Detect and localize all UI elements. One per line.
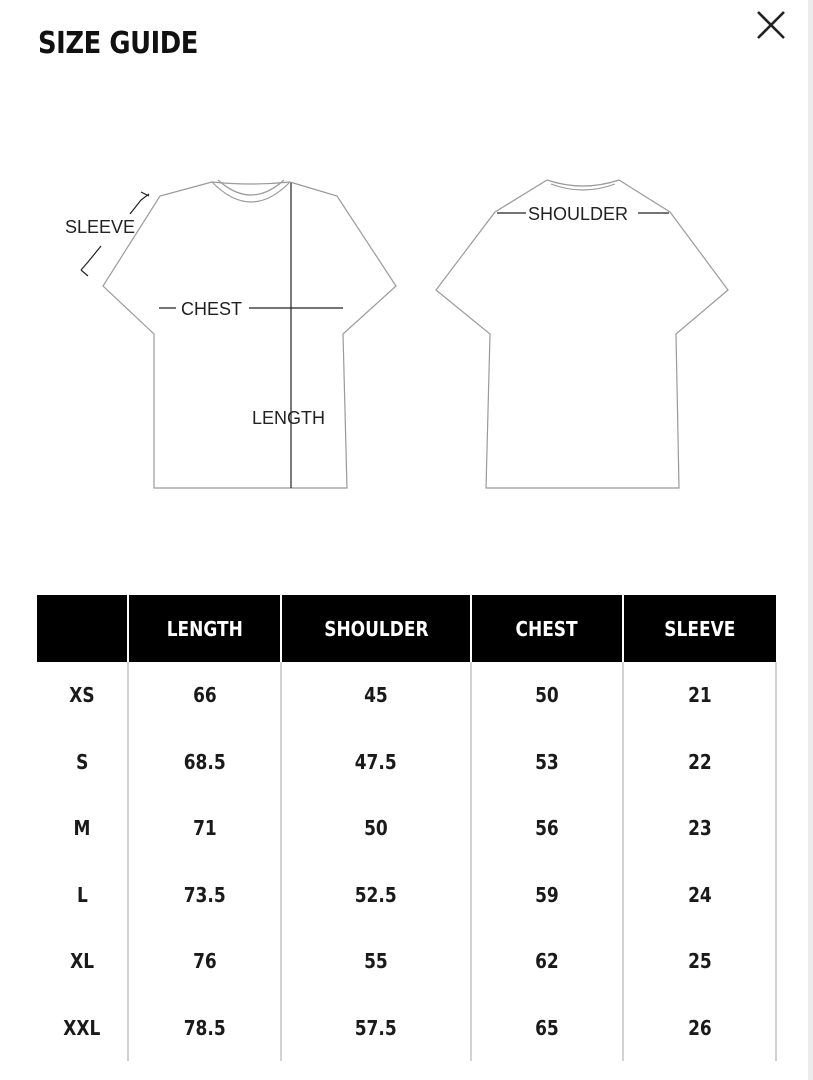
scrollbar-track [808,0,813,1080]
shoulder-cell: 55 [281,928,471,995]
close-icon [752,6,790,44]
header-shoulder: SHOULDER [281,595,471,662]
chest-cell: 53 [471,729,623,796]
size-cell: L [76,882,88,907]
sleeve-label: SLEEVE [65,217,136,237]
header-length: LENGTH [128,595,281,662]
chest-label: CHEST [181,299,243,319]
chest-cell: 50 [471,662,623,729]
table-row [37,795,776,862]
shoulder-label: SHOULDER [528,204,629,224]
length-cell: 68.5 [128,729,281,796]
size-cell: XXL [63,1015,101,1040]
size-cell: S [75,749,89,774]
sleeve-cell: 23 [623,795,776,862]
shoulder-cell: 57.5 [281,995,471,1062]
header-sleeve: SLEEVE [623,595,776,662]
table-row [37,862,776,929]
sleeve-cell: 24 [623,862,776,929]
size-cell: M [73,816,91,841]
tshirt-front-illustration [103,180,396,488]
chest-cell: 59 [471,862,623,929]
size-table [37,595,777,1061]
sleeve-cell: 25 [623,928,776,995]
shoulder-cell: 47.5 [281,729,471,796]
shoulder-cell: 50 [281,795,471,862]
shoulder-cell: 45 [281,662,471,729]
size-cell: XS [69,683,95,708]
sleeve-cell: 26 [623,995,776,1062]
header-size [37,595,128,662]
page-title: SIZE GUIDE [38,26,198,61]
length-cell: 71 [128,795,281,862]
chest-cell: 56 [471,795,623,862]
shoulder-cell: 52.5 [281,862,471,929]
sleeve-cell: 22 [623,729,776,796]
table-row [37,729,776,796]
sleeve-cell: 21 [623,662,776,729]
table-row [37,662,776,729]
table-header-row [37,595,776,662]
close-button[interactable] [752,6,790,44]
table-row [37,928,776,995]
tshirt-back-illustration [436,180,728,488]
length-cell: 66 [128,662,281,729]
size-cell: XL [70,949,94,974]
chest-cell: 65 [471,995,623,1062]
length-cell: 76 [128,928,281,995]
length-label: LENGTH [252,408,326,428]
chest-cell: 62 [471,928,623,995]
length-cell: 73.5 [128,862,281,929]
tshirt-measurement-diagram [0,170,813,500]
header-chest: CHEST [471,595,623,662]
length-cell: 78.5 [128,995,281,1062]
table-row [37,995,776,1062]
